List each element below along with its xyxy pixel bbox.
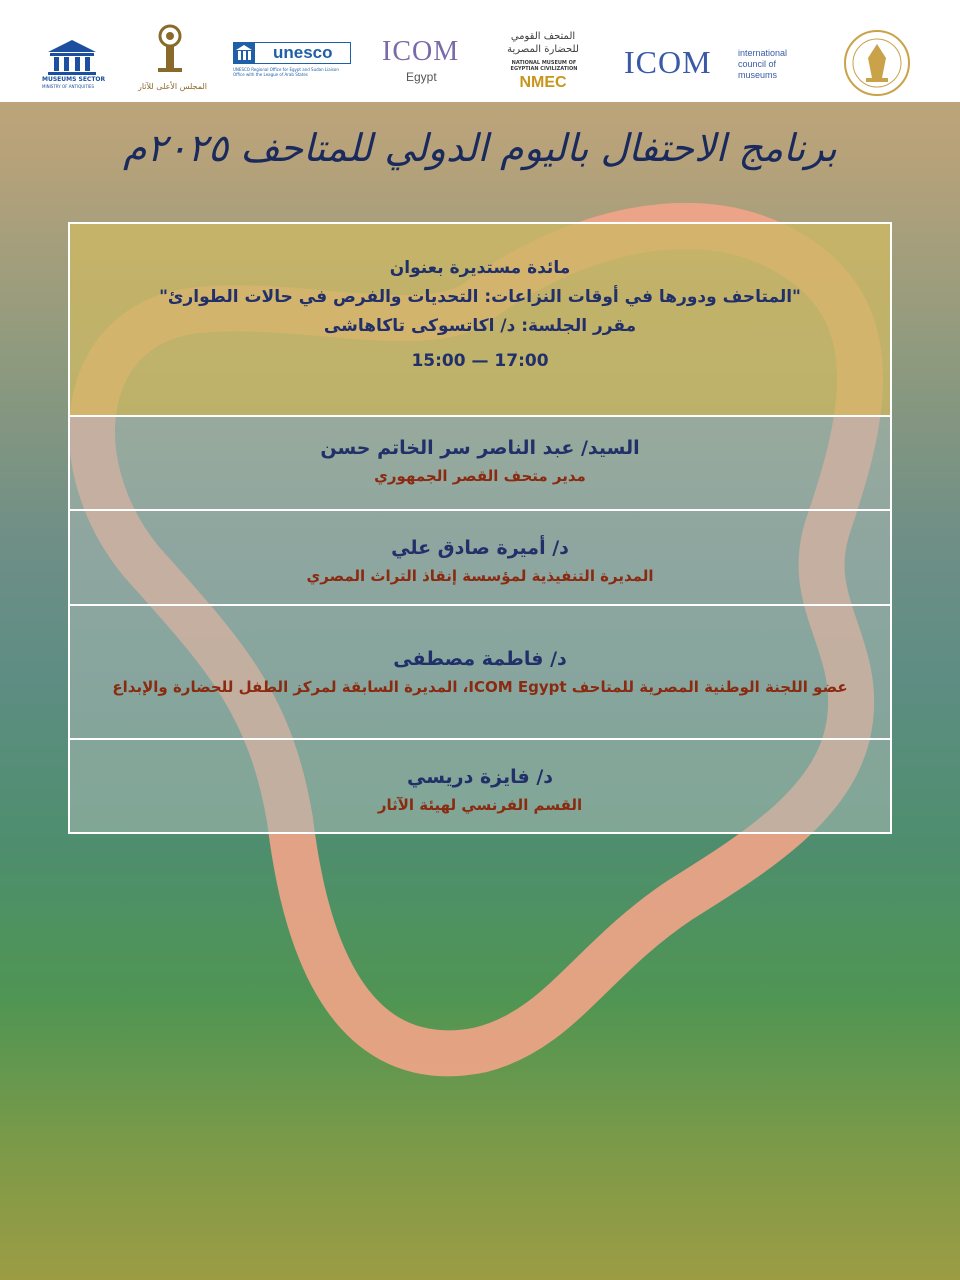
icom-international-logo-text: ICOM bbox=[624, 44, 712, 80]
speaker-role: القسم الفرنسي لهيئة الآثار bbox=[377, 796, 583, 814]
speaker-name: د/ فاطمة مصطفى bbox=[393, 648, 567, 670]
supreme-council-logo bbox=[138, 22, 207, 91]
museums-sector-logo-subtext: MINISTRY OF ANTIQUITIES bbox=[42, 84, 95, 89]
session-topic: "المتاحف ودورها في أوقات النزاعات: التحديات والفرص في حالات الطوارئ" bbox=[159, 287, 801, 307]
speaker-row bbox=[70, 511, 890, 606]
session-time: 15:00 — 17:00 bbox=[411, 351, 549, 371]
unesco-logo-text: unesco bbox=[273, 43, 333, 62]
page-title: برنامج الاحتفال باليوم الدولي للمتاحف ٢٠٢٥م bbox=[123, 126, 837, 170]
icom-egypt-logo-subtext: Egypt bbox=[406, 70, 437, 84]
unesco-logo bbox=[233, 42, 351, 77]
museums-sector-logo bbox=[40, 38, 106, 89]
session-chair: مقرر الجلسة: د/ اكاتسوكى تاكاهاشى bbox=[323, 316, 637, 336]
speaker-role: عضو اللجنة الوطنية المصرية للمتاحف ICOM Egypt، المديرة السابقة لمركز الطفل للحضارة والإبداع bbox=[112, 678, 848, 696]
session-heading: مائدة مستديرة بعنوان bbox=[389, 258, 571, 278]
speaker-role: مدير متحف القصر الجمهوري bbox=[374, 467, 586, 485]
speaker-row bbox=[70, 417, 890, 511]
speaker-role: المديرة التنفيذية لمؤسسة إنقاذ التراث المصري bbox=[306, 567, 654, 585]
speaker-name: د/ أميرة صادق علي bbox=[391, 537, 569, 559]
nmec-logo-subtext: NATIONAL MUSEUM OF EGYPTIAN CIVILIZATION bbox=[510, 60, 578, 72]
icom-international-logo-subtext: international council of museums bbox=[738, 48, 788, 80]
unesco-logo-subtext: UNESCO Regional Office for Egypt and Sudan Liaison Office with the League of Arab States bbox=[233, 67, 339, 77]
speaker-row bbox=[70, 606, 890, 740]
nmec-logo-text: المتحف القومي للحضارة المصرية bbox=[507, 31, 579, 55]
nmec-logo-abbr: NMEC bbox=[519, 74, 567, 91]
ministry-seal-logo bbox=[842, 28, 912, 98]
speaker-row bbox=[70, 740, 890, 832]
icom-egypt-logo-text: ICOM bbox=[382, 36, 460, 67]
supreme-council-logo-text: المجلس الأعلى للآثار bbox=[138, 82, 207, 91]
logo-header bbox=[0, 0, 960, 102]
speaker-name: السيد/ عبد الناصر سر الخاتم حسن bbox=[320, 437, 640, 459]
speaker-name: د/ فايزة دريسي bbox=[406, 766, 554, 788]
session-row bbox=[70, 224, 890, 417]
museums-sector-logo-text: MUSEUMS SECTOR bbox=[42, 76, 106, 83]
program-table bbox=[68, 222, 892, 834]
